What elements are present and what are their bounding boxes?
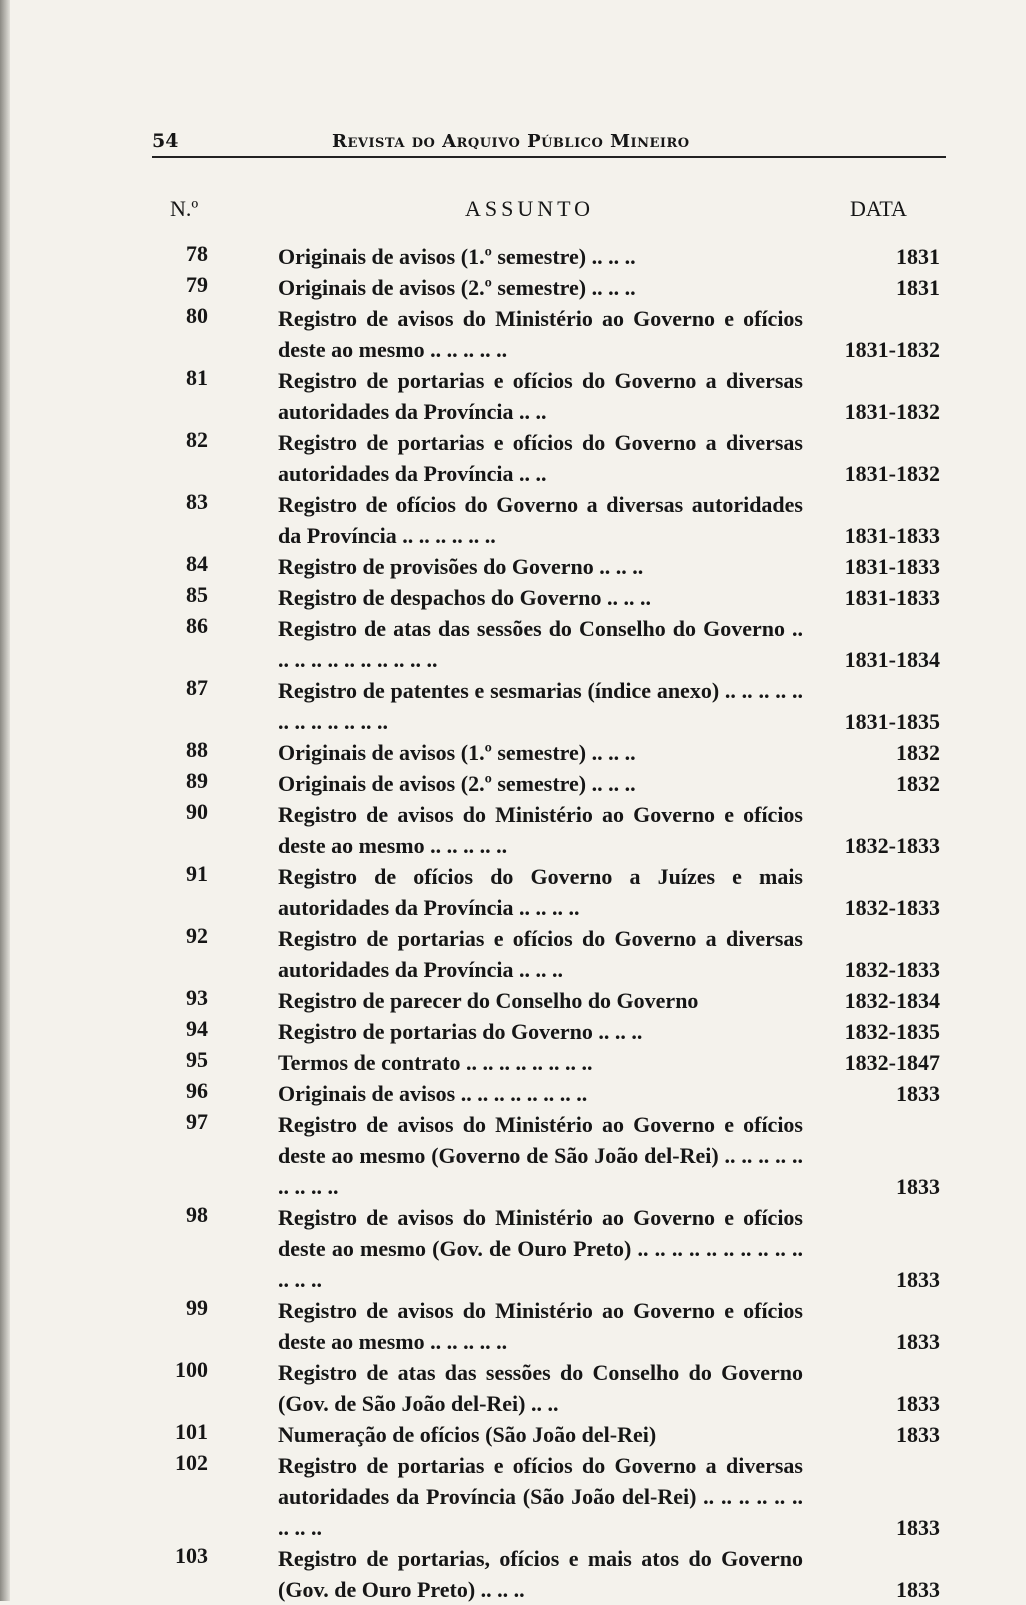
column-header-subject: ASSUNTO <box>465 196 595 221</box>
table-row <box>150 1295 960 1357</box>
item-subject: Registro de portarias, ofícios e mais atos do Governo (Gov. de Ouro Preto) .. .. .. <box>278 1546 803 1602</box>
item-subject: Originais de avisos (2.º semestre) .. .. .. <box>278 275 636 300</box>
table-row <box>150 675 960 737</box>
item-date: 1832-1847 <box>844 1050 940 1075</box>
item-date: 1833 <box>896 1267 940 1292</box>
item-number: 87 <box>186 675 208 700</box>
table-row <box>150 1419 960 1450</box>
page-edge-shadow <box>0 0 10 1601</box>
item-subject: Numeração de ofícios (São João del-Rei) <box>278 1422 657 1447</box>
item-number: 101 <box>175 1419 208 1444</box>
item-subject: Registro de portarias e ofícios do Governo a diversas autoridades da Província (São João del-Rei) .. .. .. .. .. .. .. .. .. <box>278 1453 803 1540</box>
item-subject: Originais de avisos .. .. .. .. .. .. .. .. <box>278 1081 588 1106</box>
item-date: 1833 <box>896 1515 940 1540</box>
table-row <box>150 489 960 551</box>
item-number: 86 <box>186 613 208 638</box>
table-row <box>150 1109 960 1202</box>
item-number: 89 <box>186 768 208 793</box>
item-date: 1831-1833 <box>844 523 940 548</box>
item-date: 1832-1833 <box>844 895 940 920</box>
item-subject: Registro de portarias do Governo .. .. .. <box>278 1019 643 1044</box>
item-number: 100 <box>175 1357 208 1382</box>
item-date: 1833 <box>896 1329 940 1354</box>
item-number: 97 <box>186 1109 208 1134</box>
item-number: 85 <box>186 582 208 607</box>
item-subject: Termos de contrato .. .. .. .. .. .. .. .. <box>278 1050 593 1075</box>
item-subject: Registro de avisos do Ministério ao Governo e ofícios deste ao mesmo .. .. .. .. .. <box>278 306 803 362</box>
item-date: 1831-1832 <box>844 461 940 486</box>
item-number: 81 <box>186 365 208 390</box>
column-header-date: DATA <box>850 196 907 221</box>
item-number: 83 <box>186 489 208 514</box>
item-subject: Registro de atas das sessões do Conselho do Governo (Gov. de São João del-Rei) .. .. <box>278 1360 803 1416</box>
item-date: 1831-1835 <box>844 709 940 734</box>
item-date: 1832-1834 <box>844 988 940 1013</box>
item-subject: Registro de ofícios do Governo a diversas autoridades da Província .. .. .. .. .. .. <box>278 492 803 548</box>
table-row <box>150 737 960 768</box>
item-number: 80 <box>186 303 208 328</box>
item-subject: Registro de parecer do Conselho do Governo <box>278 988 699 1013</box>
item-subject: Registro de portarias e ofícios do Governo a diversas autoridades da Província .. .. .. <box>278 926 803 982</box>
item-number: 94 <box>186 1016 208 1041</box>
table-row <box>150 1450 960 1543</box>
item-number: 92 <box>186 923 208 948</box>
journal-title: Revista do Arquivo Público Mineiro <box>332 131 690 152</box>
catalog-table <box>150 241 960 1605</box>
item-date: 1833 <box>896 1081 940 1106</box>
item-subject: Registro de portarias e ofícios do Governo a diversas autoridades da Província .. .. <box>278 430 803 486</box>
table-row <box>150 1078 960 1109</box>
item-number: 82 <box>186 427 208 452</box>
item-number: 88 <box>186 737 208 762</box>
item-subject: Registro de portarias e ofícios do Governo a diversas autoridades da Província .. .. <box>278 368 803 424</box>
table-row <box>150 582 960 613</box>
item-subject: Registro de provisões do Governo .. .. .. <box>278 554 644 579</box>
item-number: 93 <box>186 985 208 1010</box>
item-date: 1831 <box>896 275 940 300</box>
item-date: 1833 <box>896 1174 940 1199</box>
table-row <box>150 551 960 582</box>
table-row <box>150 1202 960 1295</box>
table-row <box>150 1357 960 1419</box>
table-row <box>150 272 960 303</box>
item-number: 90 <box>186 799 208 824</box>
item-number: 79 <box>186 272 208 297</box>
item-date: 1833 <box>896 1422 940 1447</box>
item-subject: Registro de avisos do Ministério ao Governo e ofícios deste ao mesmo (Gov. de Ouro Preto) .. .. .. .. .. .. .. .. .. .. .. .. .. <box>278 1205 803 1292</box>
table-row <box>150 365 960 427</box>
item-subject: Registro de ofícios do Governo a Juízes e mais autoridades da Província .. .. .. .. <box>278 864 803 920</box>
item-number: 102 <box>175 1450 208 1475</box>
item-subject: Registro de avisos do Ministério ao Governo e ofícios deste ao mesmo (Governo de São João del-Rei) .. .. .. .. .. .. .. .. .. <box>278 1112 803 1199</box>
item-date: 1831 <box>896 244 940 269</box>
table-row <box>150 427 960 489</box>
table-row <box>150 1543 960 1605</box>
item-number: 95 <box>186 1047 208 1072</box>
item-date: 1831-1834 <box>844 647 940 672</box>
item-number: 96 <box>186 1078 208 1103</box>
table-row <box>150 1047 960 1078</box>
item-date: 1831-1832 <box>844 337 940 362</box>
item-subject: Registro de avisos do Ministério ao Governo e ofícios deste ao mesmo .. .. .. .. .. <box>278 802 803 858</box>
item-date: 1831-1833 <box>844 554 940 579</box>
item-date: 1832-1833 <box>844 957 940 982</box>
item-date: 1832-1835 <box>844 1019 940 1044</box>
page-number: 54 <box>152 130 179 152</box>
item-subject: Registro de avisos do Ministério ao Governo e ofícios deste ao mesmo .. .. .. .. .. <box>278 1298 803 1354</box>
table-row <box>150 985 960 1016</box>
item-subject: Originais de avisos (1.º semestre) .. .. .. <box>278 244 636 269</box>
table-row <box>150 799 960 861</box>
item-subject: Registro de atas das sessões do Conselho do Governo .. .. .. .. .. .. .. .. .. .. .. <box>278 616 803 672</box>
item-number: 103 <box>175 1543 208 1568</box>
table-row <box>150 303 960 365</box>
running-header <box>152 130 946 158</box>
item-subject: Originais de avisos (1.º semestre) .. .. .. <box>278 740 636 765</box>
item-date: 1832 <box>896 740 940 765</box>
item-number: 84 <box>186 551 208 576</box>
item-date: 1832 <box>896 771 940 796</box>
table-row <box>150 861 960 923</box>
item-date: 1831-1833 <box>844 585 940 610</box>
item-number: 99 <box>186 1295 208 1320</box>
item-date: 1833 <box>896 1577 940 1602</box>
item-subject: Registro de patentes e sesmarias (índice anexo) .. .. .. .. .. .. .. .. .. .. .. .. <box>278 678 803 734</box>
item-number: 98 <box>186 1202 208 1227</box>
table-row <box>150 613 960 675</box>
table-row <box>150 768 960 799</box>
item-subject: Originais de avisos (2.º semestre) .. .. .. <box>278 771 636 796</box>
item-date: 1832-1833 <box>844 833 940 858</box>
column-header-number: N.º <box>170 196 199 221</box>
table-row <box>150 923 960 985</box>
table-row <box>150 1016 960 1047</box>
item-date: 1833 <box>896 1391 940 1416</box>
table-row <box>150 241 960 272</box>
item-number: 91 <box>186 861 208 886</box>
item-number: 78 <box>186 241 208 266</box>
item-date: 1831-1832 <box>844 399 940 424</box>
item-subject: Registro de despachos do Governo .. .. .. <box>278 585 651 610</box>
